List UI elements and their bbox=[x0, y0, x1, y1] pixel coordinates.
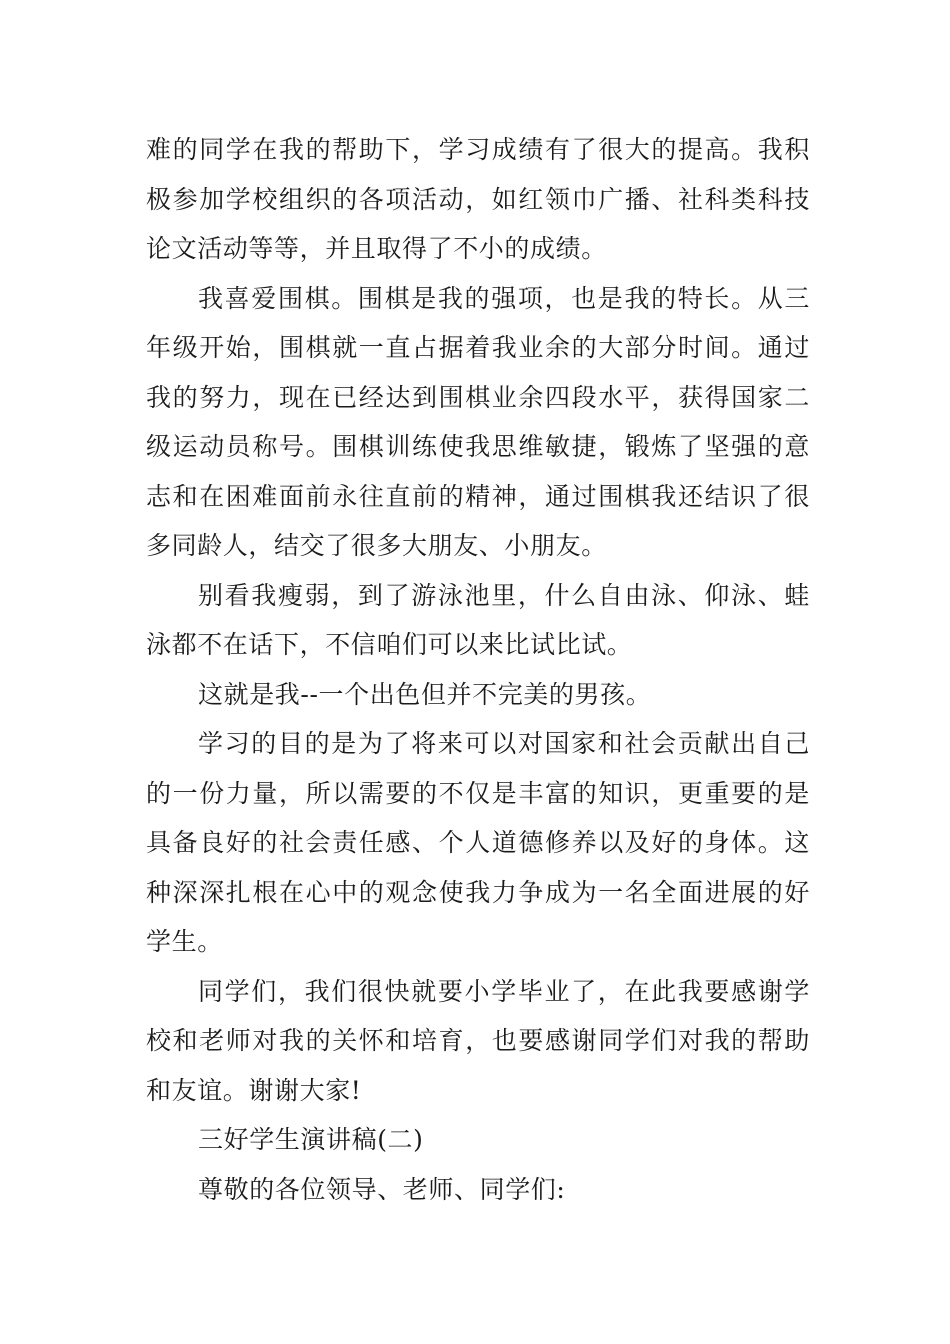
section-title: 三好学生演讲稿(二) bbox=[198, 1125, 424, 1154]
paragraph-study-purpose: 学习的目的是为了将来可以对国家和社会贡献出自己的一份力量，所以需要的不仅是丰富的知识，更重要的是具备良好的社会责任感、个人道德修养以及好的身体。这种深深扎根在心中的观念使我力争成为一名全面进展的好学生。 bbox=[146, 729, 810, 956]
paragraph-thanks: 同学们，我们很快就要小学毕业了，在此我要感谢学校和老师对我的关怀和培育，也要感谢同学们对我的帮助和友谊。谢谢大家! bbox=[146, 976, 810, 1105]
paragraph-continuation: 难的同学在我的帮助下，学习成绩有了很大的提高。我积极参加学校组织的各项活动，如红领巾广播、社科类科技论文活动等等，并且取得了不小的成绩。 bbox=[146, 135, 810, 263]
document-body bbox=[146, 125, 810, 1214]
paragraph-swimming: 别看我瘦弱，到了游泳池里，什么自由泳、仰泳、蛙泳都不在话下，不信咱们可以来比试比试。 bbox=[146, 580, 810, 659]
paragraph-summary: 这就是我--一个出色但并不完美的男孩。 bbox=[198, 679, 652, 709]
paragraph-go-hobby: 我喜爱围棋。围棋是我的强项，也是我的特长。从三年级开始，围棋就一直占据着我业余的大部分时间。通过我的努力，现在已经达到围棋业余四段水平，获得国家二级运动员称号。围棋训练使我思维敏捷，锻炼了坚强的意志和在困难面前永往直前的精神，通过围棋我还结识了很多同龄人，结交了很多大朋友、小朋友。 bbox=[146, 283, 810, 560]
greeting: 尊敬的各位领导、老师、同学们: bbox=[198, 1174, 566, 1204]
